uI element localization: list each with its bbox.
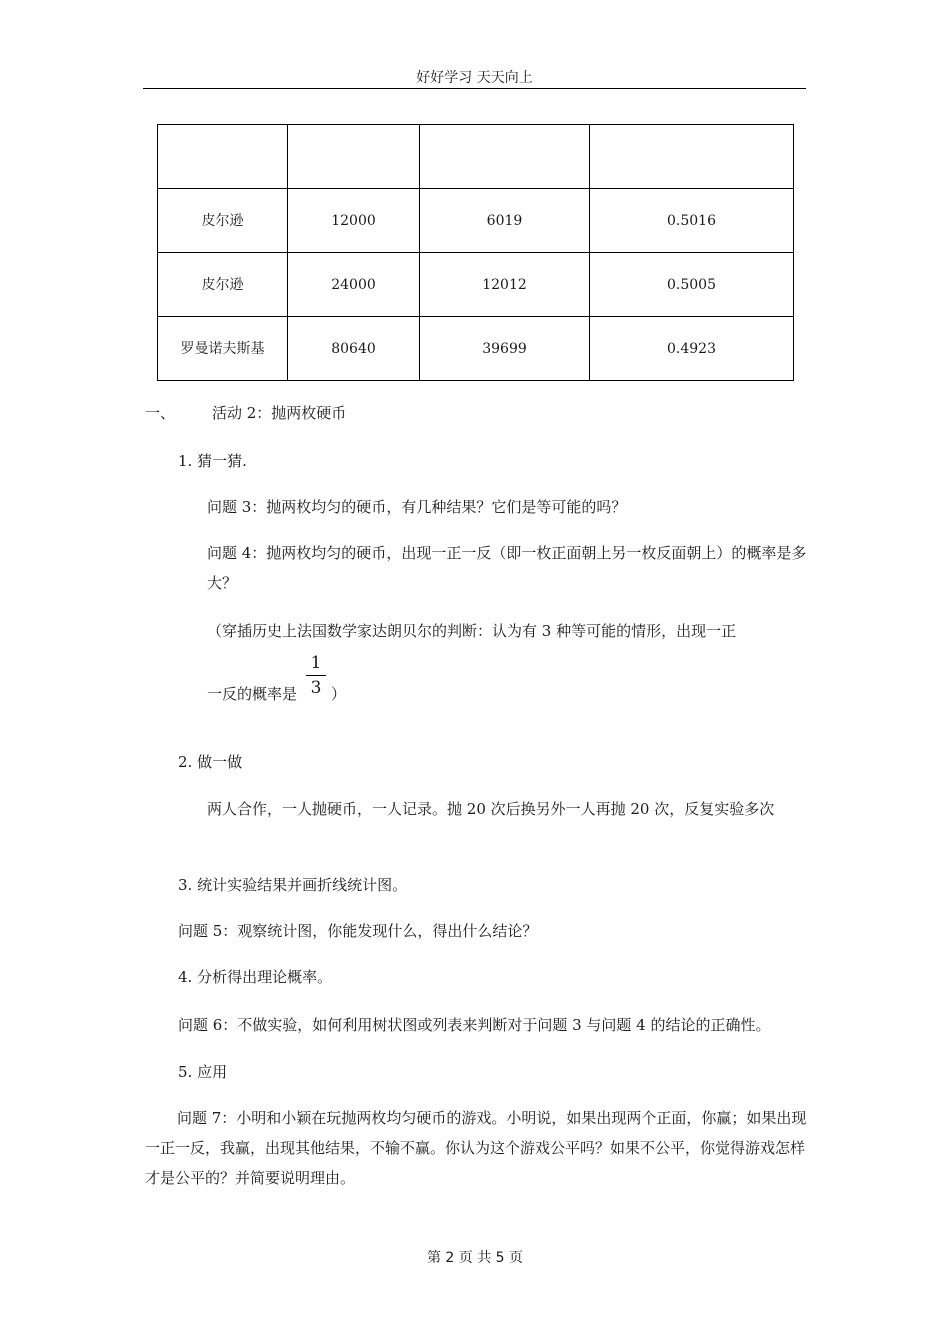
fraction-bar [306,675,326,676]
table-cell [590,125,794,189]
table-cell: 皮尔逊 [158,189,288,253]
question-7: 问题 7：小明和小颖在玩抛两枚均匀硬币的游戏。小明说，如果出现两个正面，你赢；如果出现一正一反，我赢，出现其他结果，不输不赢。你认为这个游戏公平吗？如果不公平，你觉得游戏怎样才是公平的？并简要说明理由。 [145,1109,807,1187]
note-line-2-prefix: 一反的概率是 [207,685,298,703]
table-cell: 12012 [420,253,590,317]
table-cell: 6019 [420,189,590,253]
table-cell: 12000 [288,189,420,253]
experiment-table [157,124,794,381]
question-3: 问题 3：抛两枚均匀的硬币，有几种结果？它们是等可能的吗？ [207,498,627,516]
question-5: 问题 5：观察统计图，你能发现什么，得出什么结论？ [178,922,538,940]
question-4: 问题 4：抛两枚均匀的硬币，出现一正一反（即一枚正面朝上另一枚反面朝上）的概率是多大？ [207,544,807,592]
section-number: 一、 [145,404,176,422]
table-cell: 80640 [288,317,420,381]
page-header: 好好学习 天天向上 [416,70,533,86]
table-cell: 皮尔逊 [158,253,288,317]
table-cell [288,125,420,189]
fraction-denominator: 3 [310,678,322,698]
header-rule [143,88,806,89]
table-cell [420,125,590,189]
table-cell: 罗曼诺夫斯基 [158,317,288,381]
item-1-heading: 1. 猜一猜. [178,452,247,470]
page-footer: 第 2 页 共 5 页 [426,1250,524,1266]
item-5-heading: 5. 应用 [178,1063,228,1081]
item-4-heading: 4. 分析得出理论概率。 [178,968,333,986]
item-3-heading: 3. 统计实验结果并画折线统计图。 [178,876,408,894]
fraction-one-third [303,652,329,699]
table-cell: 0.5005 [590,253,794,317]
table-cell: 0.4923 [590,317,794,381]
item-2-heading: 2. 做一做 [178,753,243,771]
table-row [158,317,794,381]
note-line-2-suffix: ） [331,685,347,703]
table-cell [158,125,288,189]
table-row [158,189,794,253]
question-6: 问题 6：不做实验，如何利用树状图或列表来判断对于问题 3 与问题 4 的结论的正确性。 [178,1016,771,1034]
fraction-numerator: 1 [310,653,322,673]
table-row [158,253,794,317]
section-title: 活动 2：抛两枚硬币 [212,404,347,422]
note-line-1: （穿插历史上法国数学家达朗贝尔的判断：认为有 3 种等可能的情形，出现一正 [207,622,737,640]
table-cell: 0.5016 [590,189,794,253]
table-cell: 24000 [288,253,420,317]
table-row [158,125,794,189]
table-cell: 39699 [420,317,590,381]
item-2-body: 两人合作，一人抛硬币，一人记录。抛 20 次后换另外一人再抛 20 次，反复实验多次 [207,800,775,818]
